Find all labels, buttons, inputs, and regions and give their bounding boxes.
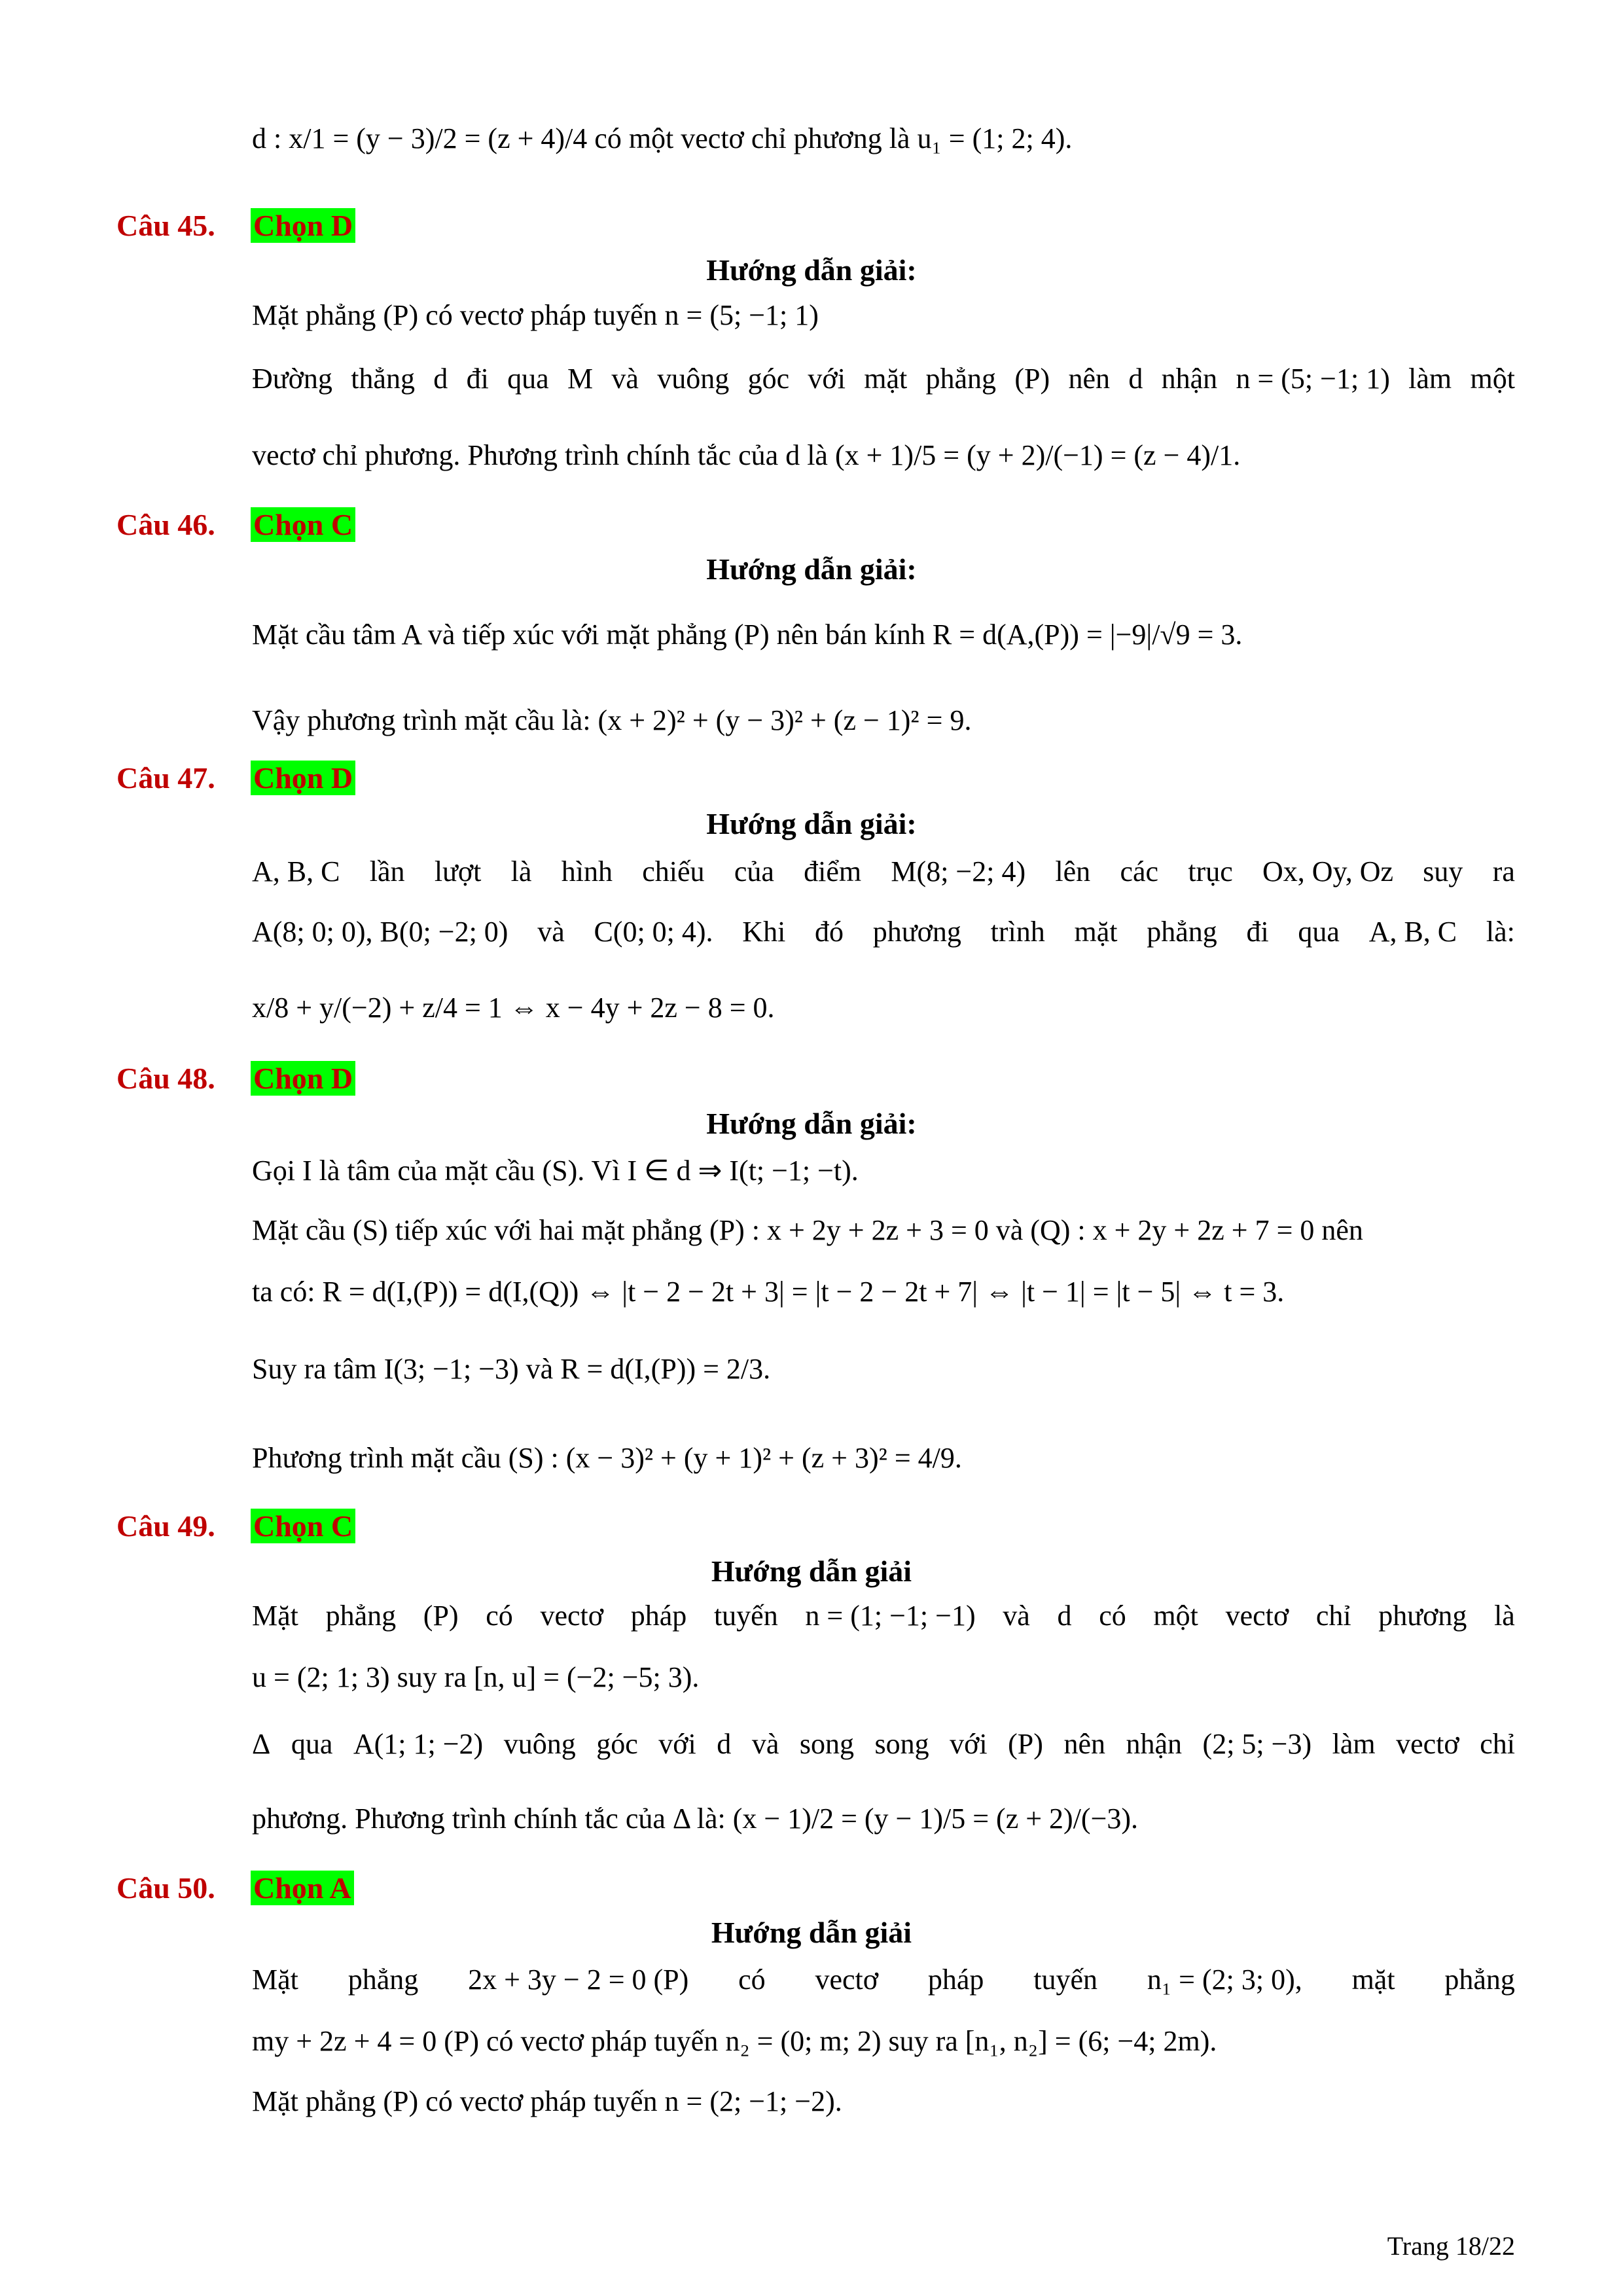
word-token: d bbox=[1128, 363, 1143, 395]
word-token: Mặt bbox=[252, 1964, 298, 1996]
word-token: A, B, C bbox=[1368, 916, 1457, 948]
word-token: nhận bbox=[1126, 1728, 1183, 1760]
question-47-answer: Chọn D bbox=[251, 761, 355, 795]
question-49-answer: Chọn C bbox=[251, 1509, 355, 1543]
word-token: vectơ bbox=[815, 1964, 879, 1996]
word-token: Đường bbox=[252, 363, 332, 395]
q49-line-2: u = (2; 1; 3) suy ra [n, u] = (−2; −5; 3). bbox=[252, 1661, 700, 1693]
word-token: làm bbox=[1408, 363, 1452, 395]
word-token: vectơ bbox=[540, 1600, 604, 1632]
q46-line-2: Vậy phương trình mặt cầu là: (x + 2)² + (y − 3)² + (z − 1)² = 9. bbox=[252, 704, 972, 736]
question-48-heading: Hướng dẫn giải: bbox=[706, 1107, 917, 1140]
word-token: qua bbox=[291, 1728, 333, 1760]
word-token: lên bbox=[1055, 855, 1091, 888]
word-token: pháp bbox=[630, 1600, 687, 1632]
word-token: chiếu bbox=[642, 855, 705, 888]
q45-line-2 bbox=[252, 362, 1515, 397]
question-47-heading: Hướng dẫn giải: bbox=[706, 807, 917, 840]
question-45-answer: Chọn D bbox=[251, 208, 355, 243]
word-token: pháp bbox=[927, 1964, 984, 1996]
q48-line-5: Phương trình mặt cầu (S) : (x − 3)² + (y + 1)² + (z + 3)² = 4/9. bbox=[252, 1442, 962, 1474]
word-token: là bbox=[1494, 1600, 1515, 1632]
word-token: Ox, Oy, Oz bbox=[1262, 855, 1394, 888]
question-48-answer: Chọn D bbox=[251, 1061, 355, 1096]
q47-line-3: x/8 + y/(−2) + z/4 = 1 ⇔ x − 4y + 2z − 8 = 0. bbox=[252, 992, 775, 1024]
word-token: ra bbox=[1492, 855, 1515, 888]
word-token: là: bbox=[1486, 916, 1515, 948]
word-token: các bbox=[1120, 855, 1159, 888]
word-token: suy bbox=[1423, 855, 1463, 888]
word-token: A(1; 1; −2) bbox=[353, 1728, 484, 1760]
q50-line-2: my + 2z + 4 = 0 (P) có vectơ pháp tuyến n₂ = (0; m; 2) suy ra [n₁, n₂] = (6; −4; 2m). bbox=[252, 2025, 1217, 2057]
q49-line-1 bbox=[252, 1599, 1515, 1634]
word-token: phẳng bbox=[325, 1600, 397, 1632]
word-token: phẳng bbox=[348, 1964, 419, 1996]
word-token: M bbox=[567, 363, 594, 395]
q45-line-1: Mặt phẳng (P) có vectơ pháp tuyến n = (5; −1; 1) bbox=[252, 299, 819, 331]
word-token: lượt bbox=[434, 855, 482, 888]
word-token: (P) bbox=[423, 1600, 459, 1632]
word-token: với bbox=[950, 1728, 988, 1760]
word-token: tuyến bbox=[713, 1600, 778, 1632]
word-token: (P) bbox=[1008, 1728, 1043, 1760]
word-token: 2x + 3y − 2 = 0 (P) bbox=[468, 1964, 689, 1996]
word-token: đi bbox=[466, 363, 489, 395]
q48-line-4: Suy ra tâm I(3; −1; −3) và R = d(I,(P)) = 2/3. bbox=[252, 1353, 771, 1385]
word-token: đi bbox=[1246, 916, 1269, 948]
question-49-number: Câu 49. bbox=[116, 1509, 215, 1543]
word-token: nên bbox=[1063, 1728, 1105, 1760]
word-token: A(8; 0; 0), B(0; −2; 0) bbox=[252, 916, 508, 948]
q47-line-2 bbox=[252, 915, 1515, 950]
q49-line-3 bbox=[252, 1727, 1515, 1762]
word-token: qua bbox=[1298, 916, 1340, 948]
word-token: có bbox=[486, 1600, 513, 1632]
word-token: n = (5; −1; 1) bbox=[1236, 363, 1390, 395]
question-49-heading: Hướng dẫn giải bbox=[711, 1554, 912, 1588]
q50-line-1 bbox=[252, 1963, 1515, 1998]
word-token: có bbox=[738, 1964, 766, 1996]
word-token: một bbox=[1153, 1600, 1198, 1632]
q46-line-1: Mặt cầu tâm A và tiếp xúc với mặt phẳng (P) nên bán kính R = d(A,(P)) = |−9|/√9 = 3. bbox=[252, 619, 1243, 651]
question-45-number: Câu 45. bbox=[116, 209, 215, 242]
word-token: điểm bbox=[804, 855, 862, 888]
word-token: với bbox=[808, 363, 846, 395]
word-token: n = (1; −1; −1) bbox=[805, 1600, 976, 1632]
word-token: vuông bbox=[657, 363, 730, 395]
word-token: lần bbox=[369, 855, 405, 888]
word-token: và bbox=[611, 363, 639, 395]
word-token: và bbox=[751, 1728, 779, 1760]
word-token: song bbox=[874, 1728, 929, 1760]
question-46-heading: Hướng dẫn giải: bbox=[706, 552, 917, 586]
word-token: nên bbox=[1068, 363, 1110, 395]
word-token: qua bbox=[507, 363, 549, 395]
word-token: Mặt bbox=[252, 1600, 298, 1632]
q45-line-3: vectơ chỉ phương. Phương trình chính tắc của d là (x + 1)/5 = (y + 2)/(−1) = (z − 4)/1. bbox=[252, 439, 1241, 471]
word-token: chỉ bbox=[1480, 1728, 1515, 1760]
word-token: nhận bbox=[1161, 363, 1218, 395]
word-token: hình bbox=[561, 855, 613, 888]
word-token: vectơ bbox=[1396, 1728, 1459, 1760]
word-token: là bbox=[510, 855, 532, 888]
word-token: góc bbox=[596, 1728, 638, 1760]
word-token: của bbox=[734, 855, 774, 888]
q48-line-2: Mặt cầu (S) tiếp xúc với hai mặt phẳng (P) : x + 2y + 2z + 3 = 0 và (Q) : x + 2y + 2z + 7 = 0 nên bbox=[252, 1214, 1363, 1246]
word-token: d bbox=[433, 363, 448, 395]
word-token: A, B, C bbox=[252, 855, 340, 888]
word-token: phẳng bbox=[925, 363, 997, 395]
question-46-number: Câu 46. bbox=[116, 508, 215, 541]
line-45-context: d : x/1 = (y − 3)/2 = (z + 4)/4 có một vectơ chỉ phương là u₁ = (1; 2; 4). bbox=[252, 122, 1073, 154]
word-token: Δ bbox=[252, 1728, 271, 1760]
q50-line-3: Mặt phẳng (P) có vectơ pháp tuyến n = (2; −1; −2). bbox=[252, 2085, 842, 2117]
word-token: mặt bbox=[864, 363, 908, 395]
word-token: và bbox=[1003, 1600, 1030, 1632]
word-token: phương bbox=[872, 916, 961, 948]
word-token: d bbox=[1057, 1600, 1072, 1632]
word-token: vuông bbox=[503, 1728, 576, 1760]
word-token: phương bbox=[1378, 1600, 1467, 1632]
word-token: trục bbox=[1188, 855, 1233, 888]
q48-line-1: Gọi I là tâm của mặt cầu (S). Vì I ∈ d ⇒ I(t; −1; −t). bbox=[252, 1155, 859, 1187]
word-token: phẳng bbox=[1444, 1964, 1515, 1996]
word-token: tuyến bbox=[1033, 1964, 1097, 1996]
word-token: n₁ = (2; 3; 0), bbox=[1147, 1964, 1302, 1996]
word-token: mặt bbox=[1351, 1964, 1395, 1996]
q49-line-4: phương. Phương trình chính tắc của Δ là: (x − 1)/2 = (y − 1)/5 = (z + 2)/(−3). bbox=[252, 1803, 1139, 1835]
word-token: với bbox=[658, 1728, 696, 1760]
question-45-heading: Hướng dẫn giải: bbox=[706, 253, 917, 287]
word-token: góc bbox=[747, 363, 790, 395]
word-token: (2; 5; −3) bbox=[1202, 1728, 1312, 1760]
question-48-number: Câu 48. bbox=[116, 1062, 215, 1095]
word-token: trình bbox=[990, 916, 1045, 948]
word-token: làm bbox=[1332, 1728, 1376, 1760]
question-46-answer: Chọn C bbox=[251, 507, 355, 542]
question-50-heading: Hướng dẫn giải bbox=[711, 1916, 912, 1949]
word-token: (P) bbox=[1014, 363, 1050, 395]
word-token: thẳng bbox=[351, 363, 415, 395]
question-50-answer: Chọn A bbox=[251, 1871, 354, 1905]
question-47-number: Câu 47. bbox=[116, 761, 215, 795]
word-token: Khi bbox=[742, 916, 786, 948]
question-50-number: Câu 50. bbox=[116, 1871, 215, 1905]
word-token: có bbox=[1099, 1600, 1126, 1632]
word-token: và bbox=[537, 916, 565, 948]
q48-line-3: ta có: R = d(I,(P)) = d(I,(Q)) ⇔ |t − 2 − 2t + 3| = |t − 2 − 2t + 7| ⇔ |t − 1| = |t − 5| ⇔ t = 3. bbox=[252, 1276, 1285, 1308]
q47-line-1 bbox=[252, 855, 1515, 889]
word-token: chỉ bbox=[1315, 1600, 1351, 1632]
word-token: đó bbox=[815, 916, 844, 948]
word-token: M(8; −2; 4) bbox=[891, 855, 1026, 888]
word-token: song bbox=[799, 1728, 854, 1760]
word-token: một bbox=[1470, 363, 1515, 395]
word-token: C(0; 0; 4). bbox=[594, 916, 713, 948]
word-token: mặt bbox=[1074, 916, 1118, 948]
page-number: Trang 18/22 bbox=[1387, 2231, 1515, 2261]
word-token: phẳng bbox=[1147, 916, 1217, 948]
word-token: vectơ bbox=[1225, 1600, 1289, 1632]
word-token: d bbox=[717, 1728, 732, 1760]
